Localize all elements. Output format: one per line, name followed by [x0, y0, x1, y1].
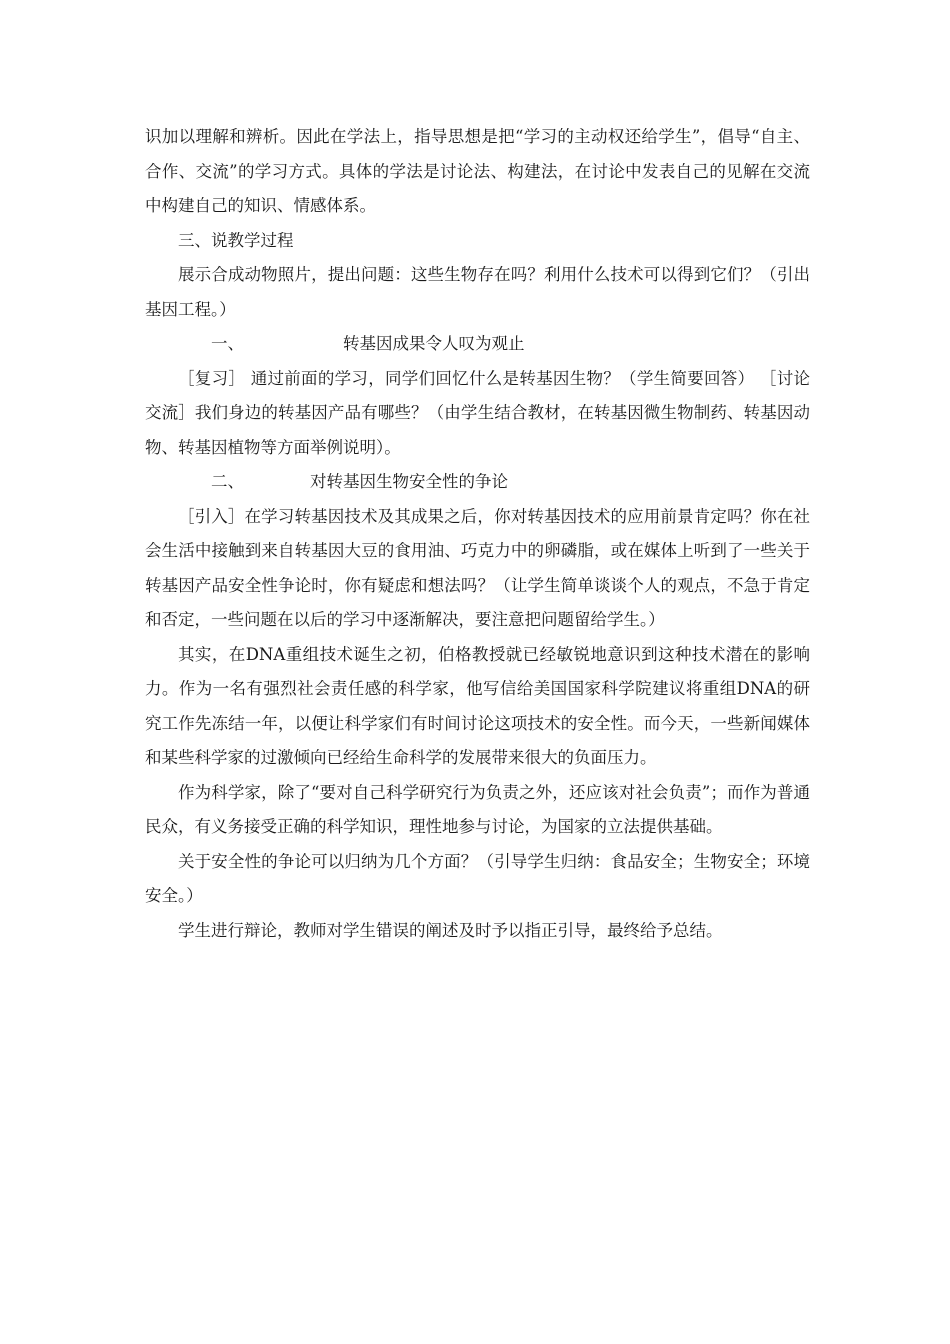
paragraph-safety-aspects: 关于安全性的争论可以归纳为几个方面？（引导学生归纳：食品安全；生物安全；环境安全。） — [145, 851, 810, 905]
paragraph-review: ［复习］ 通过前面的学习，同学们回忆什么是转基因生物？（学生简要回答） ［讨论交流］我们身边的转基因产品有哪些？（由学生结合教材，在转基因微生物制药、转基因动物、转基因植物等方面举例说明）。 — [145, 368, 810, 457]
subheading-1 — [145, 327, 810, 362]
section-heading-teaching-process: 三、说教学过程 — [178, 230, 294, 250]
document-body — [145, 120, 810, 948]
subheading-2-title: 对转基因生物安全性的争论 — [310, 472, 508, 491]
paragraph-berg: 其实，在DNA重组技术诞生之初，伯格教授就已经敏锐地意识到这种技术潜在的影响力。作为一名有强烈社会责任感的科学家，他写信给美国国家科学院建议将重组DNA的研究工作先冻结一年，以便让科学家们有时间讨论这项技术的安全性。而今天，一些新闻媒体和某些科学家的过激倾向已经给生命科学的发展带来很大的负面压力。 — [145, 644, 810, 767]
subheading-1-number: 一、 — [211, 334, 244, 353]
paragraph-intro: 展示合成动物照片，提出问题：这些生物存在吗？利用什么技术可以得到它们？（引出基因工程。） — [145, 265, 810, 319]
paragraph-introduction: ［引入］在学习转基因技术及其成果之后，你对转基因技术的应用前景肯定吗？你在社会生活中接触到来自转基因大豆的食用油、巧克力中的卵磷脂，或在媒体上听到了一些关于转基因产品安全性争论时，你有疑虑和想法吗？（让学生简单谈谈个人的观点，不急于肯定和否定，一些问题在以后的学习中逐渐解决，要注意把问题留给学生。） — [145, 506, 810, 629]
paragraph-continuation: 识加以理解和辨析。因此在学法上，指导思想是把“学习的主动权还给学生”，倡导“自主、合作、交流”的学习方式。具体的学法是讨论法、构建法，在讨论中发表自己的见解在交流中构建自己的知识、情感体系。 — [145, 127, 810, 215]
subheading-2-number: 二、 — [211, 472, 244, 491]
paragraph-debate: 学生进行辩论，教师对学生错误的阐述及时予以指正引导，最终给予总结。 — [178, 920, 723, 940]
subheading-1-title: 转基因成果令人叹为观止 — [343, 334, 525, 353]
subheading-2 — [145, 465, 810, 500]
paragraph-scientist-responsibility: 作为科学家，除了“要对自己科学研究行为负责之外，还应该对社会负责”；而作为普通民众，有义务接受正确的科学知识，理性地参与讨论，为国家的立法提供基础。 — [145, 782, 810, 836]
